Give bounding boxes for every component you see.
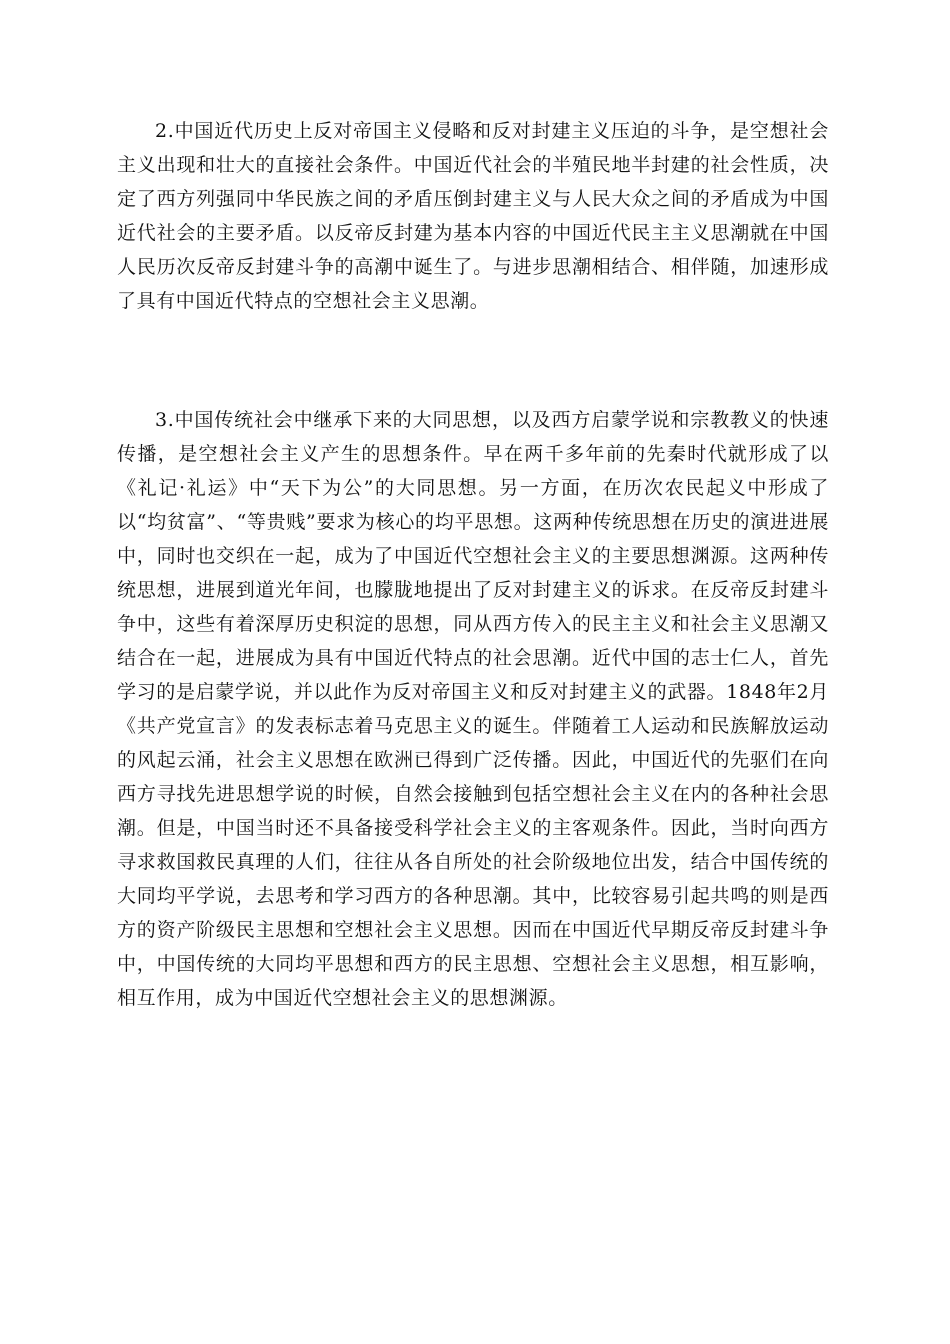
paragraph-point-2: 2.中国近代历史上反对帝国主义侵略和反对封建主义压迫的斗争，是空想社会主义出现和壮大的直接社会条件。中国近代社会的半殖民地半封建的社会性质，决定了西方列强同中华民族之间的矛盾压倒封建主义与人民大众之间的矛盾成为中国近代社会的主要矛盾。以反帝反封建为基本内容的中国近代民主主义思潮就在中国人民历次反帝反封建斗争的高潮中诞生了。与进步思潮相结合、相伴随，加速形成了具有中国近代特点的空想社会主义思潮。	[117, 120, 829, 312]
paragraph-point-3: 3.中国传统社会中继承下来的大同思想，以及西方启蒙学说和宗教教义的快速传播，是空想社会主义产生的思想条件。早在两千多年前的先秦时代就形成了以《礼记·礼运》中“天下为公”的大同思想。另一方面，在历次农民起义中形成了以“均贫富”、“等贵贱”要求为核心的均平思想。这两种传统思想在历史的演进进展中，同时也交织在一起，成为了中国近代空想社会主义的主要思想渊源。这两种传统思想，进展到道光年间，也朦胧地提出了反对封建主义的诉求。在反帝反封建斗争中，这些有着深厚历史积淀的思想，同从西方传入的民主主义和社会主义思潮又结合在一起，进展成为具有中国近代特点的社会思潮。近代中国的志士仁人，首先学习的是启蒙学说，并以此作为反对帝国主义和反对封建主义的武器。1848年2月《共产党宣言》的发表标志着马克思主义的诞生。伴随着工人运动和民族解放运动的风起云涌，社会主义思想在欧洲已得到广泛传播。因此，中国近代的先驱们在向西方寻找先进思想学说的时候，自然会接触到包括空想社会主义在内的各种社会思潮。但是，中国当时还不具备接受科学社会主义的主客观条件。因此，当时向西方寻求救国救民真理的人们，往往从各自所处的社会阶级地位出发，结合中国传统的大同均平学说，去思考和学习西方的各种思潮。其中，比较容易引起共鸣的则是西方的资产阶级民主思想和空想社会主义思想。因而在中国近代早期反帝反封建斗争中，中国传统的大同均平思想和西方的民主思想、空想社会主义思想，相互影响，相互作用，成为中国近代空想社会主义的思想渊源。	[117, 409, 829, 1009]
